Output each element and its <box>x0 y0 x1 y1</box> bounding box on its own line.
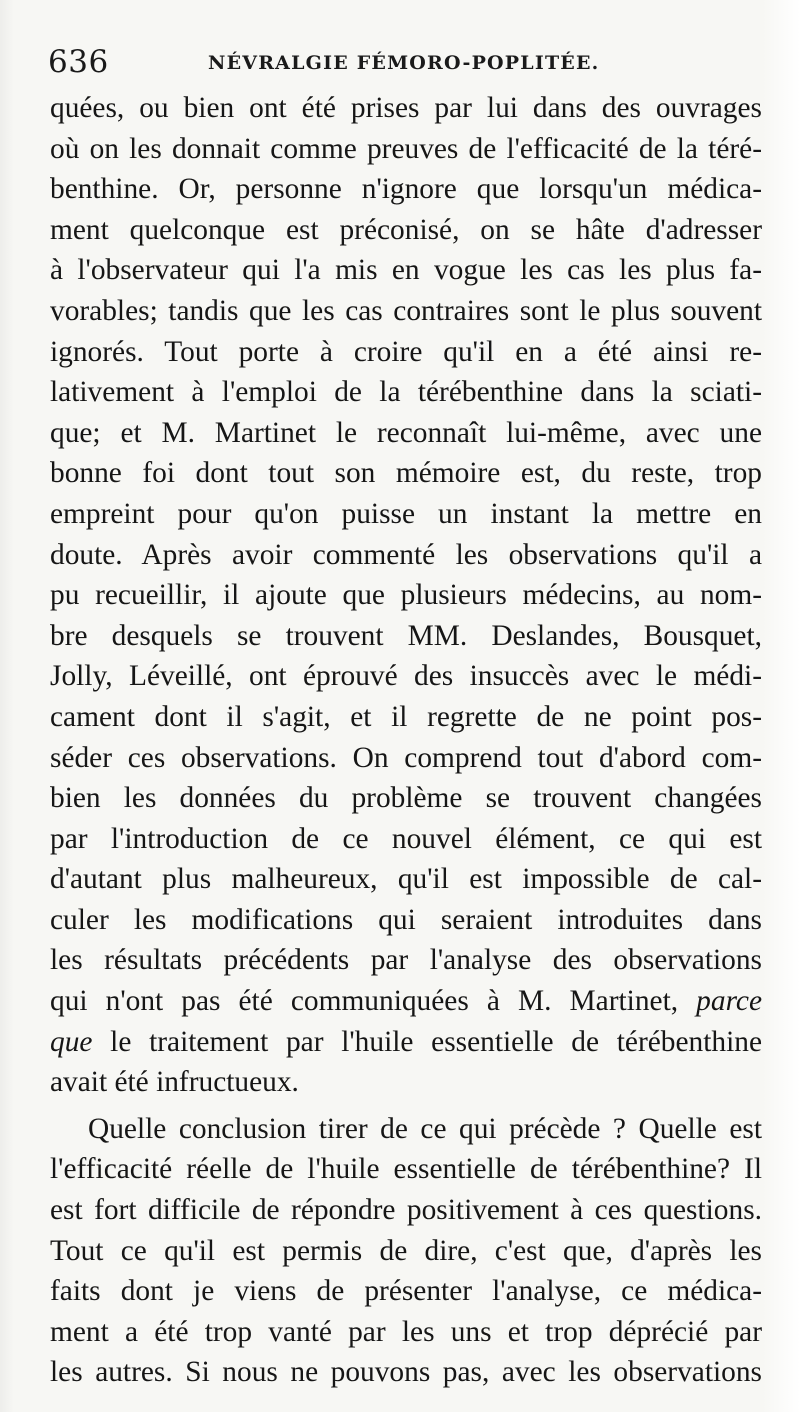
text-line: Quelle conclusion tirer de ce qui précède ? Quelle est <box>88 1112 762 1145</box>
text-line: culer les modifications qui seraient introduites dans <box>50 903 762 936</box>
page-number: 636 <box>48 44 109 80</box>
page-gutter-shadow <box>0 0 14 1412</box>
text-line: ment quelconque est préconisé, on se hâte d'adresser <box>50 213 762 246</box>
text-line: d'autant plus malheureux, qu'il est impossible de cal- <box>50 863 762 896</box>
page-edge-highlight <box>762 0 800 1412</box>
paragraph-2 <box>50 1109 762 1393</box>
text-line: faits dont je viens de présenter l'analyse, ce médica- <box>50 1275 762 1308</box>
running-title: NÉVRALGIE FÉMORO-POPLITÉE. <box>208 52 600 74</box>
text-line: où on les donnait comme preuves de l'efficacité de la téré- <box>50 132 762 165</box>
text-line: Tout ce qu'il est permis de dire, c'est que, d'après les <box>50 1234 762 1267</box>
text-line: vorables; tandis que les cas contraires sont le plus souvent <box>50 294 762 327</box>
italic-text: parce <box>696 985 762 1018</box>
text-line: empreint pour qu'on puisse un instant la mettre en <box>50 497 762 530</box>
text-line: séder ces observations. On comprend tout d'abord com- <box>50 741 762 774</box>
text-line-with-italic <box>50 981 762 1022</box>
text-line: bonne foi dont tout son mémoire est, du reste, trop <box>50 457 762 490</box>
text-line: pu recueillir, il ajoute que plusieurs médecins, au nom- <box>50 579 762 612</box>
text-line: ignorés. Tout porte à croire qu'il en a été ainsi re- <box>50 335 762 368</box>
text-line: lativement à l'emploi de la térébenthine dans la sciati- <box>50 376 762 409</box>
text-line: les autres. Si nous ne pouvons pas, avec les observations <box>50 1356 762 1389</box>
text-line: benthine. Or, personne n'ignore que lorsqu'un médica- <box>50 173 762 206</box>
text-line: bien les données du problème se trouvent changées <box>50 782 762 815</box>
text-line: Jolly, Léveillé, ont éprouvé des insuccès avec le médi- <box>50 660 762 693</box>
text-line: les résultats précédents par l'analyse des observations <box>50 944 762 977</box>
text-line: par l'introduction de ce nouvel élément, ce qui est <box>50 822 762 855</box>
text-run: le traitement par l'huile essentielle de térébenthine <box>110 1025 762 1058</box>
text-line: est fort difficile de répondre positivement à ces questions. <box>50 1194 762 1227</box>
italic-text: que <box>50 1025 93 1058</box>
body-text <box>50 88 762 1393</box>
text-line: bre desquels se trouvent MM. Deslandes, Bousquet, <box>50 619 762 652</box>
paragraph-1 <box>50 88 762 1103</box>
text-line: que; et M. Martinet le reconnaît lui-même, avec une <box>50 416 762 449</box>
text-line: doute. Après avoir commenté les observations qu'il a <box>50 538 762 571</box>
text-line: cament dont il s'agit, et il regrette de ne point pos- <box>50 700 762 733</box>
text-line-with-italic <box>50 1022 762 1063</box>
text-line: avait été infructueux. <box>50 1066 299 1099</box>
text-line: ment a été trop vanté par les uns et trop déprécié par <box>50 1315 762 1348</box>
page-header <box>48 42 760 82</box>
text-line: à l'observateur qui l'a mis en vogue les cas les plus fa- <box>50 254 762 287</box>
text-line: quées, ou bien ont été prises par lui dans des ouvrages <box>50 92 762 124</box>
text-line: l'efficacité réelle de l'huile essentielle de térébenthine? Il <box>50 1153 762 1186</box>
text-run: qui n'ont pas été communiquées à M. Martinet, <box>50 985 679 1018</box>
